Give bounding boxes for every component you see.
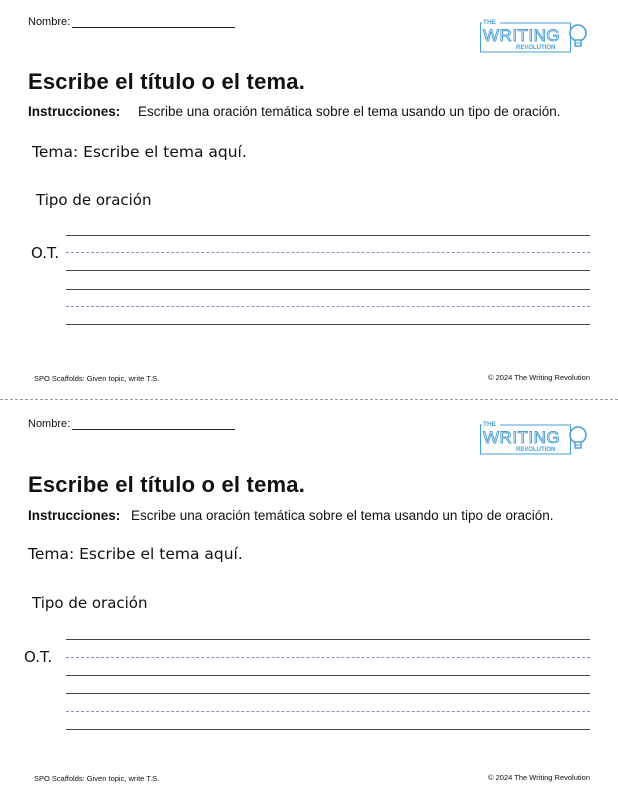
writing-midline xyxy=(66,711,590,712)
name-field[interactable] xyxy=(28,418,235,430)
sentence-type-label: Tipo de oración xyxy=(36,191,152,209)
name-line[interactable] xyxy=(72,16,235,28)
footer-copyright: © 2024 The Writing Revolution xyxy=(488,773,590,782)
writing-midline xyxy=(66,252,590,253)
page-title: Escribe el título o el tema. xyxy=(28,69,306,94)
cut-line xyxy=(0,399,618,400)
sentence-type-label: Tipo de oración xyxy=(32,594,148,612)
writing-line[interactable] xyxy=(66,693,590,694)
writing-line[interactable] xyxy=(66,675,590,676)
writing-line[interactable] xyxy=(66,324,590,325)
logo-the: THE xyxy=(483,19,496,26)
instructions-label: Instrucciones: xyxy=(28,508,121,523)
logo-writing: WRITING xyxy=(483,428,561,447)
writing-revolution-logo xyxy=(480,419,588,455)
logo-writing: WRITING xyxy=(483,26,561,45)
instructions xyxy=(28,508,581,524)
writing-revolution-logo xyxy=(480,17,588,53)
writing-midline xyxy=(66,306,590,307)
name-label: Nombre: xyxy=(28,16,71,28)
topic-text: Tema: Escribe el tema aquí. xyxy=(28,545,243,563)
lightbulb-icon xyxy=(570,427,586,448)
instructions-text: Escribe una oración temática sobre el tema usando un tipo de oración. xyxy=(138,104,561,119)
instructions-label: Instrucciones: xyxy=(28,104,121,119)
ot-label: O.T. xyxy=(24,648,53,666)
logo-revolution: REVOLUTION xyxy=(516,45,556,51)
instructions-text: Escribe una oración temática sobre el tema usando un tipo de oración. xyxy=(131,508,554,523)
writing-midline xyxy=(66,657,590,658)
footer-copyright: © 2024 The Writing Revolution xyxy=(488,373,590,382)
topic-text: Tema: Escribe el tema aquí. xyxy=(32,143,247,161)
page-title: Escribe el título o el tema. xyxy=(28,472,306,497)
instructions xyxy=(28,104,588,120)
logo-revolution: REVOLUTION xyxy=(516,447,556,453)
writing-line[interactable] xyxy=(66,270,590,271)
writing-line[interactable] xyxy=(66,639,590,640)
footer-left: SPO Scaffolds: Given topic, write T.S. xyxy=(34,774,160,783)
name-label: Nombre: xyxy=(28,418,71,430)
lightbulb-icon xyxy=(570,25,586,46)
worksheet-bottom xyxy=(0,402,618,800)
writing-line[interactable] xyxy=(66,235,590,236)
logo-the: THE xyxy=(483,421,496,428)
writing-line[interactable] xyxy=(66,289,590,290)
name-line[interactable] xyxy=(72,418,235,430)
writing-line[interactable] xyxy=(66,729,590,730)
name-field[interactable] xyxy=(28,16,235,28)
footer-left: SPO Scaffolds: Given topic, write T.S. xyxy=(34,374,160,383)
ot-label: O.T. xyxy=(31,244,60,262)
